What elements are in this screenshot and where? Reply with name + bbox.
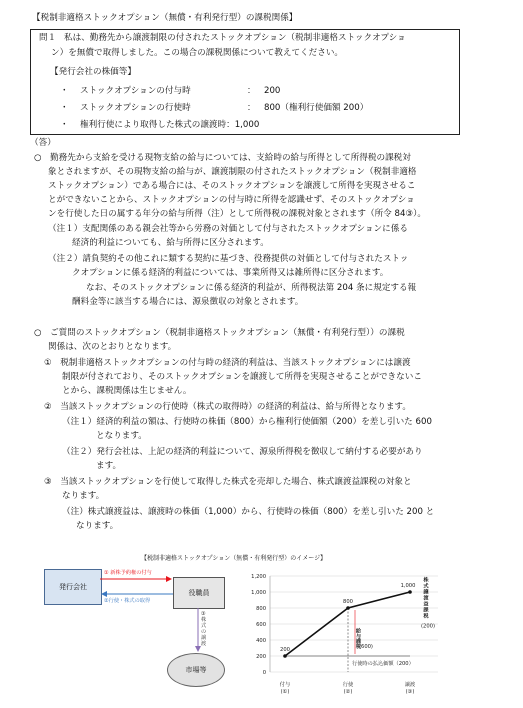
- colon: ：: [247, 86, 256, 96]
- note-line: （注２）発行会社は、上記の経済的利益について、源泉所得税を徴収して納付する必要があり: [62, 447, 423, 457]
- diagram-caption: 【税制非適格ストックオプション（無償・有利発行型）のイメージ】: [141, 555, 327, 562]
- colon: ：: [247, 103, 256, 113]
- grant-label: ① 新株予約権の付与: [104, 570, 152, 576]
- x-tick-label: 行使: [342, 682, 354, 688]
- stock-item-label: 権利行使により取得した株式の譲渡時：1,000: [80, 120, 260, 130]
- note-line: （注１）経済的利益の額は、行使時の株価（800）から権利行使価額（200）を差し引いた 600: [62, 417, 432, 427]
- stock-item-value: 800（権利行使価額 200）: [264, 103, 369, 113]
- stock-item-value: 200: [264, 86, 281, 96]
- data-point: [346, 606, 350, 610]
- transfer-char: 渡: [201, 641, 207, 647]
- item-line: ① 税制非適格ストックオプションの付与時の経済的利益は、当該ストックオプションには譲渡: [44, 358, 411, 368]
- price-chart: [230, 568, 460, 708]
- paragraph-line: ○ ご質問のストックオプション（税制非適格ストックオプション（無償・有利発行型））の課税: [34, 328, 405, 338]
- x-tick-label: 譲渡: [404, 682, 416, 688]
- y-tick-label: 0: [262, 670, 266, 676]
- y-tick-label: 600: [256, 622, 266, 628]
- officer-box: 役職員: [173, 577, 225, 609]
- paragraph-line: とができないことから、ストックオプションの付与時に所得を認識せず、そのストックオプショ: [48, 195, 415, 205]
- y-tick-label: 1,200: [251, 574, 266, 580]
- note-line: なります。: [76, 521, 119, 531]
- y-tick-label: 400: [256, 638, 266, 644]
- note-line: クオプションに係る経済的利益については、事業所得又は雑所得に区分されます。: [72, 268, 389, 278]
- capital-gain-char: 税: [423, 613, 429, 620]
- salary-label: 給与課税: [355, 628, 361, 649]
- paragraph-line: ンを行使した日の属する年分の給与所得（注）として所得税の課税対象とされます（所令 84③）。: [48, 209, 427, 219]
- transfer-char: 譲: [201, 635, 207, 641]
- transfer-char: の: [201, 629, 207, 635]
- question-line: ン）を無償で取得しました。この場合の課税関係について教えてください。: [51, 48, 344, 58]
- item-line: ③ 当該ストックオプションを行使して取得した株式を売却した場合、株式譲渡益課税の対象と: [44, 477, 412, 487]
- bullet: ・: [60, 86, 69, 96]
- bullet: ・: [60, 120, 69, 130]
- x-tick-sublabel: (②): [343, 689, 353, 695]
- transfer-label: [201, 611, 208, 647]
- item-line: ② 当該ストックオプションの行使時（株式の取得時）の経済的利益は、給与所得となります。: [44, 402, 411, 412]
- paragraph-line: 関係は、次のとおりとなります。: [48, 342, 177, 352]
- y-tick-label: 200: [256, 654, 266, 660]
- question-label: 問１: [39, 33, 57, 43]
- note-line: （注１）支配関係のある親会社等から労務の対価として付与されたストックオプションに係る: [48, 224, 408, 234]
- note-line: （注２）請負契約その他これに類する契約に基づき、役務提供の対価として付与されたストッ: [48, 254, 409, 264]
- item-line: 制限が付されており、そのストックオプションを譲渡して所得を実現させることができないこ: [62, 372, 422, 382]
- y-tick-label: 800: [256, 606, 266, 612]
- exercise-price-label: 行使時の払込価額（200）: [352, 661, 414, 667]
- question-line: 私は、勤務先から譲渡制限の付されたストックオプション（税制非適格ストックオプショ: [64, 33, 406, 43]
- answer-label: （答）: [30, 138, 56, 148]
- note-line: となります。: [96, 431, 147, 441]
- note-line: （注）株式譲渡益は、譲渡時の株価（1,000）から、行使時の株価（800）を差し引いた 200 と: [62, 507, 435, 517]
- data-point: [408, 590, 412, 594]
- item-line: なります。: [62, 491, 105, 501]
- capital-gain-char: 課: [423, 607, 429, 614]
- paragraph-line: 象とされますが、その現物支給の給与が、譲渡制限の付されたストックオプション（税制非適格: [48, 167, 417, 177]
- data-point: [283, 654, 287, 658]
- capital-gain-char: 譲: [423, 589, 429, 596]
- x-tick-sublabel: (①): [280, 689, 290, 695]
- item-line: とから、課税関係は生じません。: [62, 386, 192, 396]
- note-line: 酬料金等に該当する場合には、源泉徴収の対象とされます。: [72, 297, 304, 307]
- y-tick-label: 1,000: [251, 590, 266, 596]
- salary-amount: (600): [359, 644, 373, 650]
- capital-gain-char: 式: [423, 583, 429, 590]
- x-tick-label: 付与: [279, 682, 291, 688]
- stock-item-label: ストックオプションの行使時: [80, 103, 191, 113]
- stock-heading: 【発行会社の株価等】: [50, 67, 136, 77]
- note-line: なお、そのストックオプションに係る経済的利益が、所得税法第 204 条に規定する報: [86, 283, 417, 293]
- stock-item-label: ストックオプションの付与時: [80, 86, 191, 96]
- capital-gain-char: 渡: [423, 595, 429, 602]
- transfer-char: 式: [201, 623, 207, 629]
- exercise-label: ②行使・株式の取得: [104, 598, 151, 604]
- section-title: 【税制非適格ストックオプション（無償・有利発行型）の課税関係】: [32, 13, 298, 23]
- capital-gain-char: 益: [423, 601, 429, 608]
- paragraph-line: ○ 勤務先から支給を受ける現物支給の給与については、支給時の給与所得として所得税の課税対: [34, 153, 411, 163]
- capital-gain-char: 株: [423, 577, 429, 584]
- issuer-box: 発行会社: [44, 569, 102, 605]
- data-label: 1,000: [400, 583, 416, 589]
- x-tick-sublabel: (③): [405, 689, 415, 695]
- bullet: ・: [60, 103, 69, 113]
- capital-gain-amount: (200): [421, 623, 435, 630]
- market-ellipse: 市場等: [167, 653, 225, 687]
- data-label: 800: [343, 599, 353, 605]
- data-label: 200: [280, 647, 290, 653]
- transfer-char: ③: [201, 611, 206, 617]
- transfer-char: 株: [201, 617, 207, 623]
- note-line: ます。: [96, 461, 122, 471]
- note-line: 経済的利益についても、給与所得に区分されます。: [72, 238, 269, 248]
- paragraph-line: ストックオプション）である場合には、そのストックオプションを譲渡して所得を実現させるこ: [48, 181, 416, 191]
